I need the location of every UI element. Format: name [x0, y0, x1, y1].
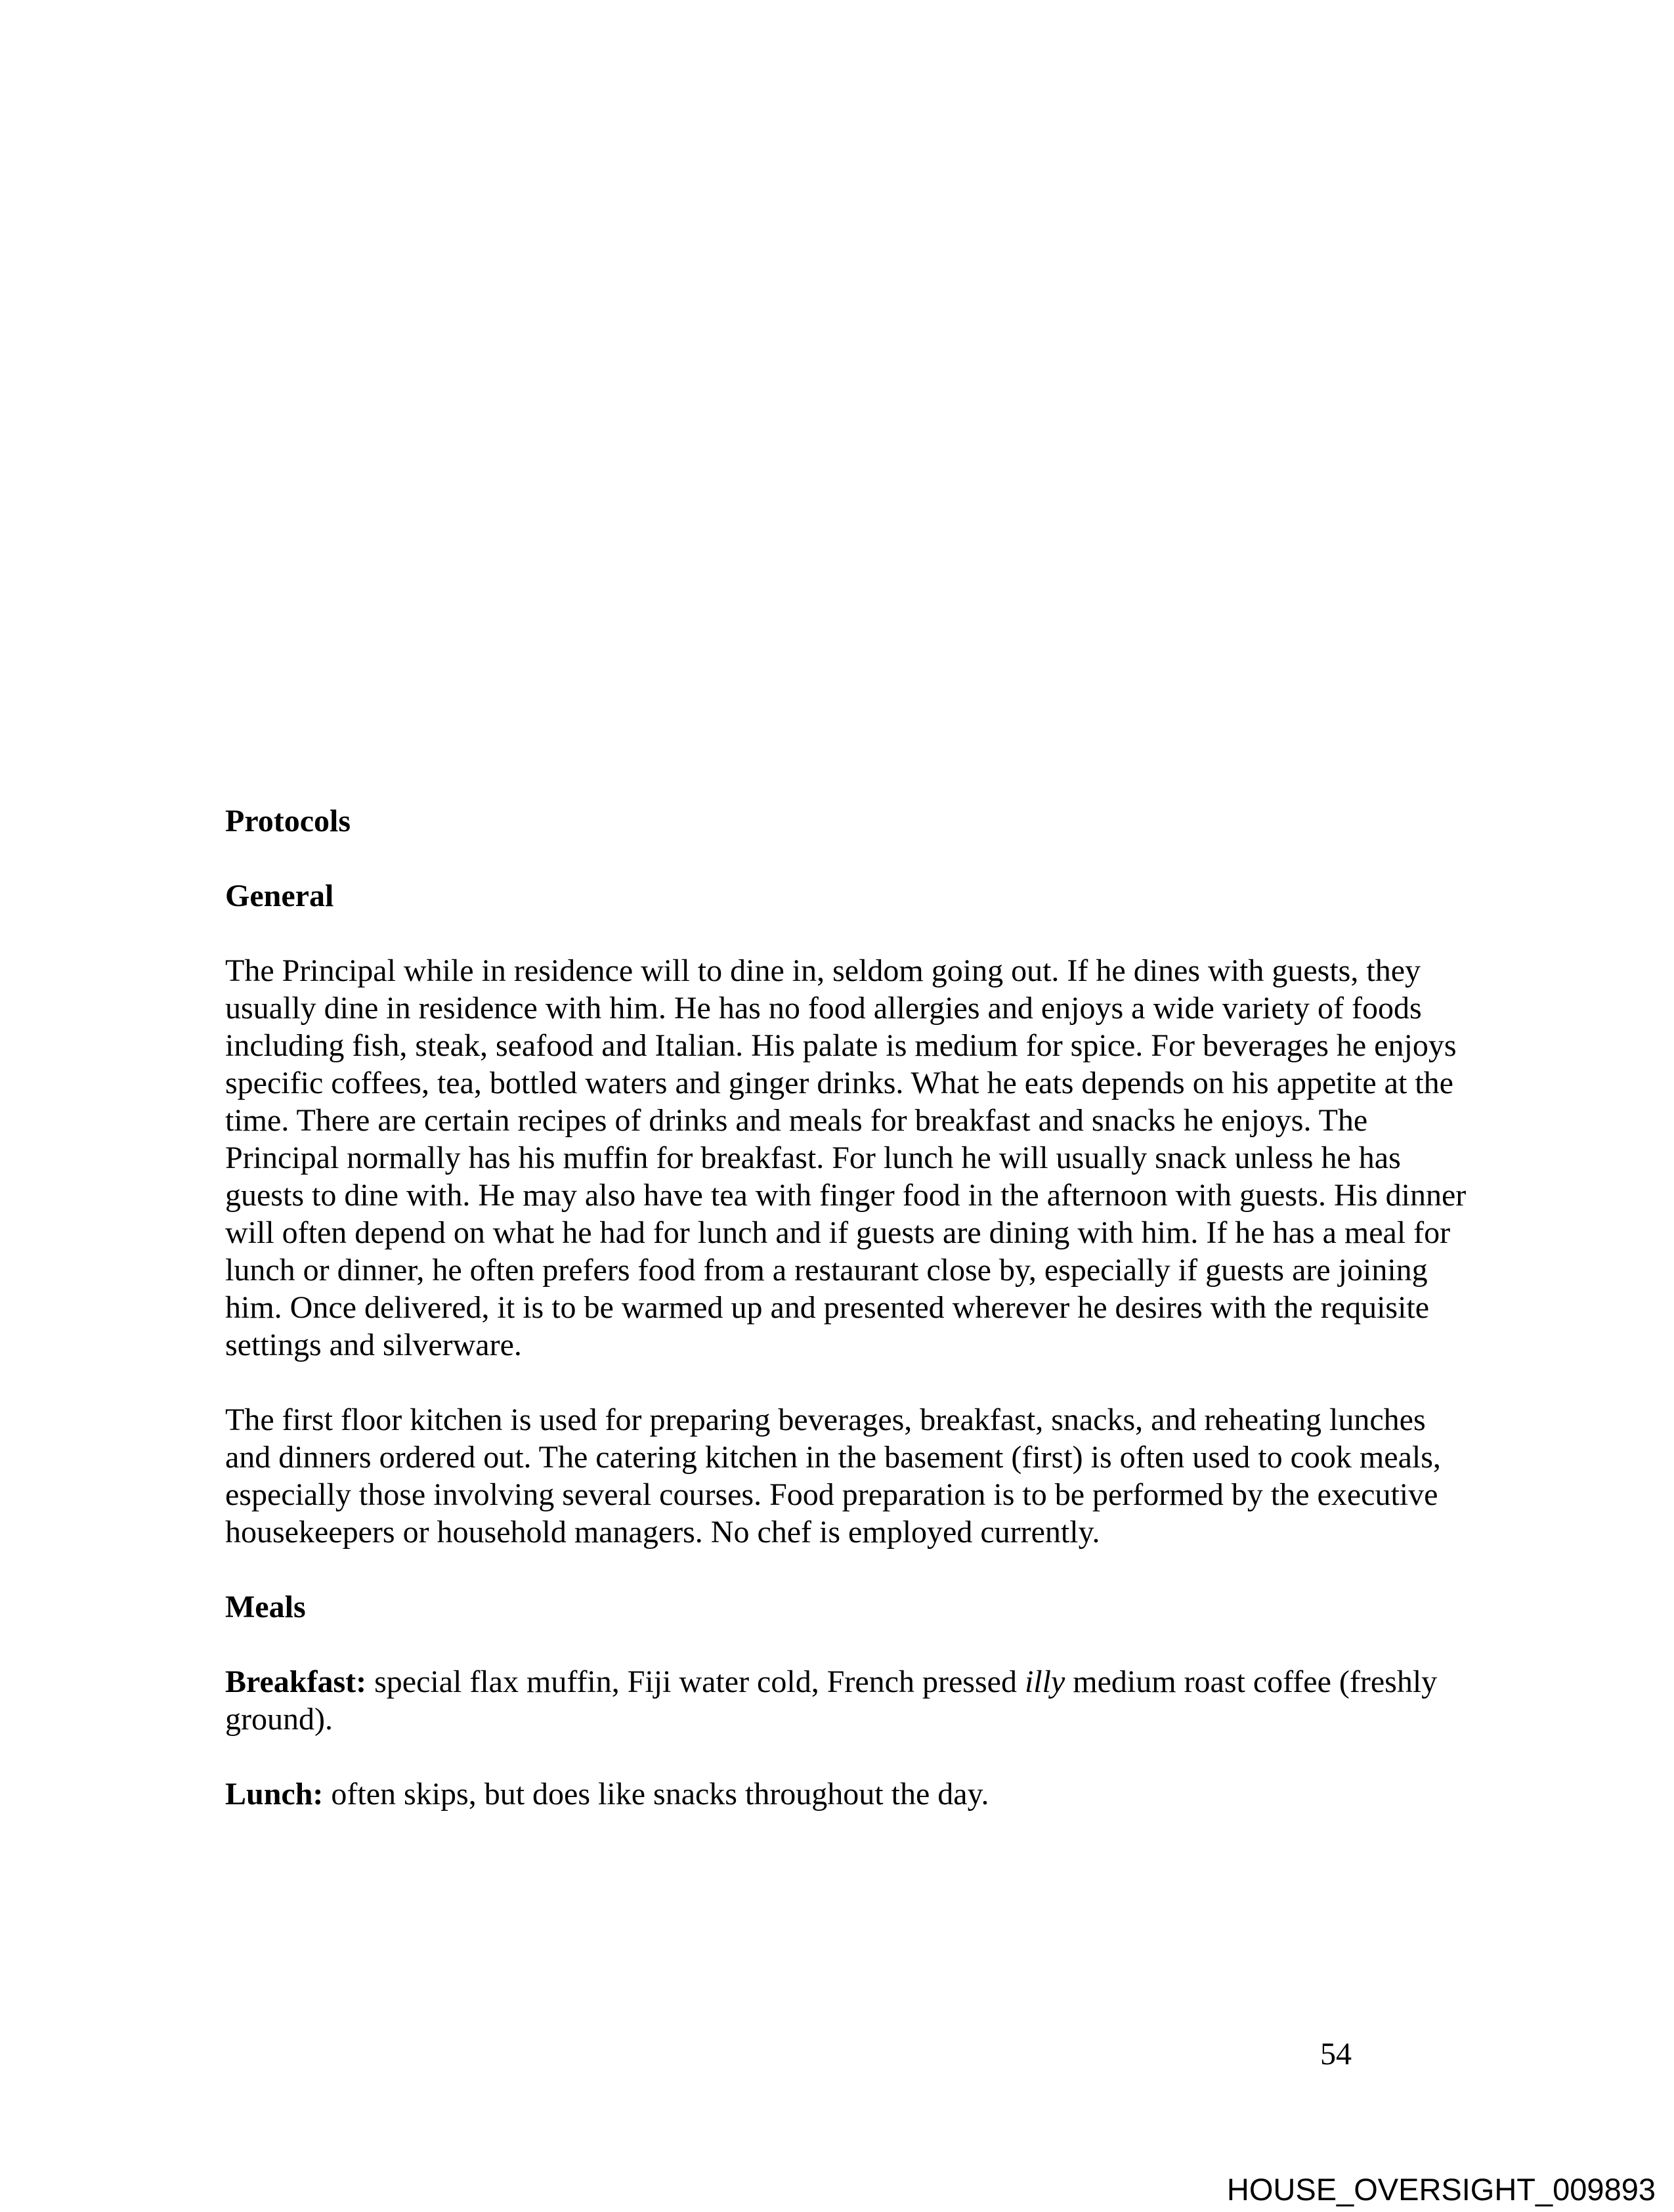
lunch-label: Lunch:: [225, 1777, 324, 1811]
paragraph-general-kitchens: The first floor kitchen is used for preparing beverages, breakfast, snacks, and reheating lunches and dinners ordered out. The catering kitchen in the basement (first) is often used to cook meals, especially those involving several courses. Food preparation is to be performed by the executive housekeepers or household managers. No chef is employed currently.: [225, 1402, 1441, 1550]
breakfast-label: Breakfast:: [225, 1664, 367, 1699]
page-number: 54: [1320, 2037, 1352, 2071]
breakfast-text-after-italic: medium roast coffee (freshly ground).: [225, 1664, 1438, 1737]
heading-general: General: [225, 878, 334, 913]
breakfast-brand-italic: illy: [1024, 1664, 1065, 1699]
breakfast-text-before-italic: special flax muffin, Fiji water cold, French pressed: [366, 1664, 1025, 1699]
paragraph-general-dining: The Principal while in residence will to dine in, seldom going out. If he dines with guests, they usually dine in residence with him. He has no food allergies and enjoys a wide variety of foods including fish, steak, seafood and Italian. His palate is medium for spice. For beverages he enjoys specific coffees, tea, bottled waters and ginger drinks. What he eats depends on his appetite at the time. There are certain recipes of drinks and meals for breakfast and snacks he enjoys. The Principal normally has his muffin for breakfast. For lunch he will usually snack unless he has guests to dine with. He may also have tea with finger food in the afternoon with guests. His dinner will often depend on what he had for lunch and if guests are dining with him. If he has a meal for lunch or dinner, he often prefers food from a restaurant close by, especially if guests are joining him. Once delivered, it is to be warmed up and presented wherever he desires with the requisite settings and silverware.: [225, 953, 1467, 1362]
document-content: [225, 802, 1472, 1813]
paragraph-breakfast: [225, 1663, 1472, 1738]
bates-number: HOUSE_OVERSIGHT_009893: [1226, 2172, 1656, 2207]
lunch-text: often skips, but does like snacks throughout the day.: [323, 1777, 989, 1811]
paragraph-lunch: [225, 1775, 1472, 1813]
heading-protocols: Protocols: [225, 804, 351, 838]
heading-meals: Meals: [225, 1590, 306, 1624]
